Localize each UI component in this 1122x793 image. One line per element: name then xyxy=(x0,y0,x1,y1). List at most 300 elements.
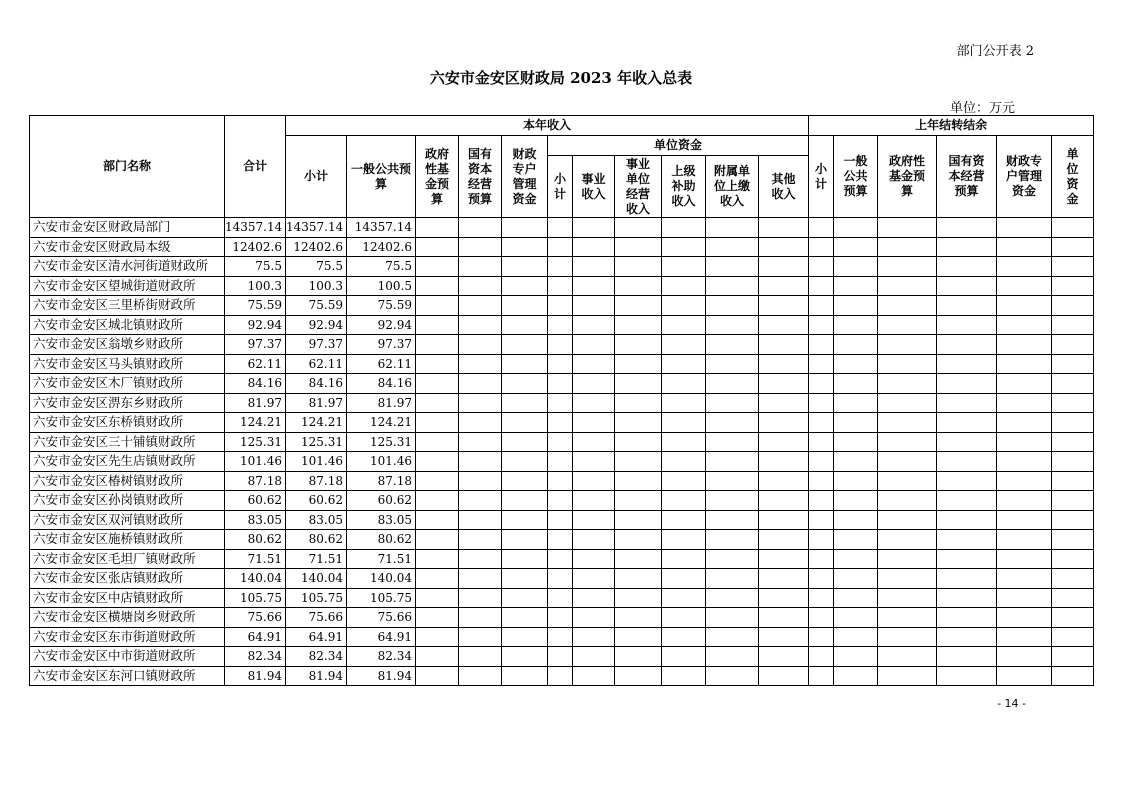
empty-cell xyxy=(548,471,573,491)
empty-cell xyxy=(759,374,809,394)
table-row xyxy=(30,413,1094,433)
empty-cell xyxy=(502,510,548,530)
col-business-income xyxy=(573,156,615,218)
empty-cell xyxy=(1052,393,1094,413)
page-number: - 14 - xyxy=(997,697,1026,710)
empty-cell xyxy=(416,413,459,433)
empty-cell xyxy=(706,257,759,277)
empty-cell xyxy=(834,471,878,491)
empty-cell xyxy=(706,276,759,296)
row-total: 124.21 xyxy=(225,413,286,433)
empty-cell xyxy=(809,608,834,628)
empty-cell xyxy=(662,452,706,472)
empty-cell xyxy=(416,218,459,238)
row-dept-name: 六安市金安区双河镇财政所 xyxy=(30,510,225,530)
empty-cell xyxy=(937,569,997,589)
empty-cell xyxy=(548,237,573,257)
row-dept-name: 六安市金安区淠东乡财政所 xyxy=(30,393,225,413)
row-general-budget: 83.05 xyxy=(347,510,416,530)
empty-cell xyxy=(809,471,834,491)
empty-cell xyxy=(615,608,662,628)
row-subtotal: 81.94 xyxy=(286,666,347,686)
empty-cell xyxy=(878,354,937,374)
empty-cell xyxy=(706,627,759,647)
empty-cell xyxy=(459,471,502,491)
empty-cell xyxy=(1052,218,1094,238)
empty-cell xyxy=(416,374,459,394)
empty-cell xyxy=(1052,452,1094,472)
empty-cell xyxy=(759,666,809,686)
empty-cell xyxy=(937,452,997,472)
row-dept-name: 六安市金安区财政局部门 xyxy=(30,218,225,238)
empty-cell xyxy=(615,393,662,413)
col-prev-general-text: 一般公共预算 xyxy=(843,154,868,198)
empty-cell xyxy=(997,218,1052,238)
empty-cell xyxy=(834,530,878,550)
empty-cell xyxy=(759,393,809,413)
empty-cell xyxy=(809,491,834,511)
empty-cell xyxy=(878,257,937,277)
col-prev-gov-fund xyxy=(878,136,937,218)
empty-cell xyxy=(809,569,834,589)
empty-cell xyxy=(706,296,759,316)
empty-cell xyxy=(834,510,878,530)
empty-cell xyxy=(706,608,759,628)
empty-cell xyxy=(706,510,759,530)
row-subtotal: 105.75 xyxy=(286,588,347,608)
empty-cell xyxy=(615,432,662,452)
empty-cell xyxy=(878,491,937,511)
empty-cell xyxy=(548,666,573,686)
empty-cell xyxy=(834,432,878,452)
empty-cell xyxy=(706,354,759,374)
empty-cell xyxy=(759,432,809,452)
empty-cell xyxy=(878,413,937,433)
empty-cell xyxy=(662,510,706,530)
table-row xyxy=(30,257,1094,277)
empty-cell xyxy=(573,432,615,452)
empty-cell xyxy=(502,218,548,238)
empty-cell xyxy=(573,276,615,296)
empty-cell xyxy=(662,432,706,452)
empty-cell xyxy=(1052,374,1094,394)
row-dept-name: 六安市金安区椿树镇财政所 xyxy=(30,471,225,491)
col-prev-unit-funds-text: 单位资金 xyxy=(1066,146,1079,206)
row-dept-name: 六安市金安区三十铺镇财政所 xyxy=(30,432,225,452)
empty-cell xyxy=(997,666,1052,686)
table-row xyxy=(30,335,1094,355)
row-subtotal: 12402.6 xyxy=(286,237,347,257)
table-row xyxy=(30,666,1094,686)
empty-cell xyxy=(615,374,662,394)
empty-cell xyxy=(662,588,706,608)
empty-cell xyxy=(878,627,937,647)
empty-cell xyxy=(548,393,573,413)
col-unit-funds: 单位资金 xyxy=(548,136,809,156)
empty-cell xyxy=(809,510,834,530)
empty-cell xyxy=(759,413,809,433)
col-state-capital xyxy=(459,136,502,218)
row-dept-name: 六安市金安区望城街道财政所 xyxy=(30,276,225,296)
empty-cell xyxy=(997,335,1052,355)
empty-cell xyxy=(502,471,548,491)
row-subtotal: 83.05 xyxy=(286,510,347,530)
table-row xyxy=(30,549,1094,569)
empty-cell xyxy=(997,471,1052,491)
col-prev-unit-funds xyxy=(1052,136,1094,218)
col-superior-subsidy-text: 上级补助收入 xyxy=(671,164,696,208)
empty-cell xyxy=(615,413,662,433)
empty-cell xyxy=(662,276,706,296)
row-dept-name: 六安市金安区清水河街道财政所 xyxy=(30,257,225,277)
empty-cell xyxy=(615,510,662,530)
col-unit-subtotal-text: 小计 xyxy=(553,171,566,201)
row-general-budget: 12402.6 xyxy=(347,237,416,257)
row-subtotal: 125.31 xyxy=(286,432,347,452)
empty-cell xyxy=(834,374,878,394)
row-total: 101.46 xyxy=(225,452,286,472)
empty-cell xyxy=(759,276,809,296)
col-affiliated-income xyxy=(706,156,759,218)
empty-cell xyxy=(502,335,548,355)
empty-cell xyxy=(878,549,937,569)
empty-cell xyxy=(459,374,502,394)
empty-cell xyxy=(416,335,459,355)
col-business-income-text: 事业收入 xyxy=(581,171,606,201)
empty-cell xyxy=(706,218,759,238)
empty-cell xyxy=(759,608,809,628)
row-subtotal: 75.59 xyxy=(286,296,347,316)
empty-cell xyxy=(706,588,759,608)
empty-cell xyxy=(416,276,459,296)
empty-cell xyxy=(573,608,615,628)
empty-cell xyxy=(573,296,615,316)
row-general-budget: 82.34 xyxy=(347,647,416,667)
empty-cell xyxy=(416,530,459,550)
empty-cell xyxy=(706,393,759,413)
empty-cell xyxy=(615,452,662,472)
row-dept-name: 六安市金安区中市街道财政所 xyxy=(30,647,225,667)
empty-cell xyxy=(502,393,548,413)
empty-cell xyxy=(573,510,615,530)
empty-cell xyxy=(834,452,878,472)
col-other-income-text: 其他收入 xyxy=(771,171,796,201)
empty-cell xyxy=(615,354,662,374)
table-row xyxy=(30,530,1094,550)
empty-cell xyxy=(809,549,834,569)
col-operating-income-text: 事业单位经营收入 xyxy=(625,156,650,216)
empty-cell xyxy=(759,569,809,589)
row-subtotal: 14357.14 xyxy=(286,218,347,238)
empty-cell xyxy=(459,647,502,667)
empty-cell xyxy=(573,627,615,647)
col-prev-fiscal-special-text: 财政专户管理资金 xyxy=(1006,154,1043,198)
row-total: 60.62 xyxy=(225,491,286,511)
empty-cell xyxy=(878,237,937,257)
row-general-budget: 87.18 xyxy=(347,471,416,491)
empty-cell xyxy=(937,491,997,511)
empty-cell xyxy=(459,354,502,374)
empty-cell xyxy=(937,237,997,257)
empty-cell xyxy=(548,354,573,374)
empty-cell xyxy=(548,491,573,511)
row-total: 80.62 xyxy=(225,530,286,550)
empty-cell xyxy=(878,296,937,316)
row-subtotal: 84.16 xyxy=(286,374,347,394)
row-total: 12402.6 xyxy=(225,237,286,257)
table-row xyxy=(30,218,1094,238)
row-dept-name: 六安市金安区横塘岗乡财政所 xyxy=(30,608,225,628)
empty-cell xyxy=(997,549,1052,569)
table-row xyxy=(30,315,1094,335)
empty-cell xyxy=(662,608,706,628)
col-current-year: 本年收入 xyxy=(286,116,809,136)
empty-cell xyxy=(759,471,809,491)
empty-cell xyxy=(809,393,834,413)
empty-cell xyxy=(997,432,1052,452)
empty-cell xyxy=(416,510,459,530)
table-row xyxy=(30,647,1094,667)
row-general-budget: 14357.14 xyxy=(347,218,416,238)
empty-cell xyxy=(834,257,878,277)
row-subtotal: 101.46 xyxy=(286,452,347,472)
row-dept-name: 六安市金安区中店镇财政所 xyxy=(30,588,225,608)
empty-cell xyxy=(502,491,548,511)
row-total: 82.34 xyxy=(225,647,286,667)
row-subtotal: 87.18 xyxy=(286,471,347,491)
empty-cell xyxy=(878,276,937,296)
empty-cell xyxy=(548,647,573,667)
empty-cell xyxy=(759,315,809,335)
empty-cell xyxy=(1052,257,1094,277)
empty-cell xyxy=(997,413,1052,433)
empty-cell xyxy=(502,647,548,667)
empty-cell xyxy=(615,276,662,296)
col-total: 合计 xyxy=(225,116,286,218)
empty-cell xyxy=(1052,335,1094,355)
empty-cell xyxy=(878,432,937,452)
empty-cell xyxy=(459,491,502,511)
empty-cell xyxy=(548,530,573,550)
empty-cell xyxy=(706,432,759,452)
empty-cell xyxy=(809,432,834,452)
empty-cell xyxy=(662,257,706,277)
table-body xyxy=(30,218,1094,686)
table-row xyxy=(30,569,1094,589)
empty-cell xyxy=(809,647,834,667)
col-superior-subsidy xyxy=(662,156,706,218)
empty-cell xyxy=(502,432,548,452)
empty-cell xyxy=(937,413,997,433)
empty-cell xyxy=(706,666,759,686)
empty-cell xyxy=(615,666,662,686)
empty-cell xyxy=(809,627,834,647)
empty-cell xyxy=(834,569,878,589)
empty-cell xyxy=(997,510,1052,530)
empty-cell xyxy=(937,608,997,628)
empty-cell xyxy=(548,315,573,335)
empty-cell xyxy=(1052,530,1094,550)
empty-cell xyxy=(878,588,937,608)
empty-cell xyxy=(502,666,548,686)
empty-cell xyxy=(878,315,937,335)
empty-cell xyxy=(834,276,878,296)
empty-cell xyxy=(937,218,997,238)
row-subtotal: 71.51 xyxy=(286,549,347,569)
empty-cell xyxy=(997,588,1052,608)
empty-cell xyxy=(502,276,548,296)
empty-cell xyxy=(662,549,706,569)
empty-cell xyxy=(416,257,459,277)
row-general-budget: 60.62 xyxy=(347,491,416,511)
row-general-budget: 105.75 xyxy=(347,588,416,608)
empty-cell xyxy=(809,237,834,257)
empty-cell xyxy=(1052,432,1094,452)
row-total: 92.94 xyxy=(225,315,286,335)
empty-cell xyxy=(573,315,615,335)
empty-cell xyxy=(416,296,459,316)
empty-cell xyxy=(937,647,997,667)
row-subtotal: 60.62 xyxy=(286,491,347,511)
col-other-income xyxy=(759,156,809,218)
empty-cell xyxy=(834,315,878,335)
income-summary-table xyxy=(29,115,1094,686)
table-row xyxy=(30,296,1094,316)
empty-cell xyxy=(706,647,759,667)
table-row xyxy=(30,588,1094,608)
table-row xyxy=(30,471,1094,491)
empty-cell xyxy=(615,237,662,257)
empty-cell xyxy=(759,452,809,472)
empty-cell xyxy=(548,413,573,433)
empty-cell xyxy=(662,569,706,589)
empty-cell xyxy=(662,354,706,374)
empty-cell xyxy=(573,452,615,472)
empty-cell xyxy=(548,276,573,296)
empty-cell xyxy=(416,569,459,589)
empty-cell xyxy=(662,315,706,335)
row-dept-name: 六安市金安区三里桥街财政所 xyxy=(30,296,225,316)
empty-cell xyxy=(937,471,997,491)
empty-cell xyxy=(809,276,834,296)
row-dept-name: 六安市金安区翁墩乡财政所 xyxy=(30,335,225,355)
col-prev-year: 上年结转结余 xyxy=(809,116,1094,136)
empty-cell xyxy=(615,549,662,569)
empty-cell xyxy=(573,530,615,550)
empty-cell xyxy=(809,413,834,433)
row-subtotal: 80.62 xyxy=(286,530,347,550)
col-general-budget: 一般公共预算 xyxy=(347,136,416,218)
empty-cell xyxy=(834,608,878,628)
empty-cell xyxy=(878,374,937,394)
empty-cell xyxy=(459,335,502,355)
empty-cell xyxy=(502,413,548,433)
empty-cell xyxy=(416,452,459,472)
col-prev-subtotal xyxy=(809,136,834,218)
col-prev-state-capital xyxy=(937,136,997,218)
empty-cell xyxy=(416,471,459,491)
empty-cell xyxy=(878,608,937,628)
empty-cell xyxy=(878,530,937,550)
empty-cell xyxy=(878,569,937,589)
empty-cell xyxy=(706,569,759,589)
empty-cell xyxy=(878,647,937,667)
row-general-budget: 75.59 xyxy=(347,296,416,316)
empty-cell xyxy=(459,452,502,472)
row-general-budget: 80.62 xyxy=(347,530,416,550)
empty-cell xyxy=(759,549,809,569)
empty-cell xyxy=(615,218,662,238)
empty-cell xyxy=(809,257,834,277)
empty-cell xyxy=(834,413,878,433)
empty-cell xyxy=(997,569,1052,589)
empty-cell xyxy=(834,393,878,413)
empty-cell xyxy=(573,471,615,491)
empty-cell xyxy=(573,588,615,608)
empty-cell xyxy=(662,627,706,647)
empty-cell xyxy=(1052,510,1094,530)
empty-cell xyxy=(502,237,548,257)
empty-cell xyxy=(1052,588,1094,608)
empty-cell xyxy=(662,471,706,491)
row-general-budget: 140.04 xyxy=(347,569,416,589)
empty-cell xyxy=(548,608,573,628)
col-unit-subtotal xyxy=(548,156,573,218)
empty-cell xyxy=(759,588,809,608)
empty-cell xyxy=(573,549,615,569)
table-row xyxy=(30,452,1094,472)
empty-cell xyxy=(662,296,706,316)
empty-cell xyxy=(502,315,548,335)
empty-cell xyxy=(573,569,615,589)
row-dept-name: 六安市金安区木厂镇财政所 xyxy=(30,374,225,394)
col-gov-fund-text: 政府性基金预算 xyxy=(424,146,449,206)
row-subtotal: 100.3 xyxy=(286,276,347,296)
row-general-budget: 124.21 xyxy=(347,413,416,433)
empty-cell xyxy=(997,315,1052,335)
row-subtotal: 82.34 xyxy=(286,647,347,667)
empty-cell xyxy=(615,588,662,608)
col-prev-gov-fund-text: 政府性基金预算 xyxy=(889,154,926,198)
empty-cell xyxy=(502,608,548,628)
row-subtotal: 92.94 xyxy=(286,315,347,335)
row-subtotal: 75.5 xyxy=(286,257,347,277)
empty-cell xyxy=(459,549,502,569)
row-dept-name: 六安市金安区城北镇财政所 xyxy=(30,315,225,335)
empty-cell xyxy=(937,374,997,394)
row-dept-name: 六安市金安区施桥镇财政所 xyxy=(30,530,225,550)
empty-cell xyxy=(662,491,706,511)
empty-cell xyxy=(1052,237,1094,257)
empty-cell xyxy=(573,218,615,238)
empty-cell xyxy=(459,530,502,550)
document-label: 部门公开表 2 xyxy=(956,44,1034,59)
empty-cell xyxy=(416,393,459,413)
empty-cell xyxy=(615,530,662,550)
empty-cell xyxy=(759,647,809,667)
empty-cell xyxy=(548,627,573,647)
empty-cell xyxy=(502,452,548,472)
row-general-budget: 71.51 xyxy=(347,549,416,569)
empty-cell xyxy=(1052,666,1094,686)
empty-cell xyxy=(809,218,834,238)
empty-cell xyxy=(706,335,759,355)
empty-cell xyxy=(662,237,706,257)
empty-cell xyxy=(759,296,809,316)
empty-cell xyxy=(1052,354,1094,374)
empty-cell xyxy=(706,413,759,433)
empty-cell xyxy=(1052,569,1094,589)
